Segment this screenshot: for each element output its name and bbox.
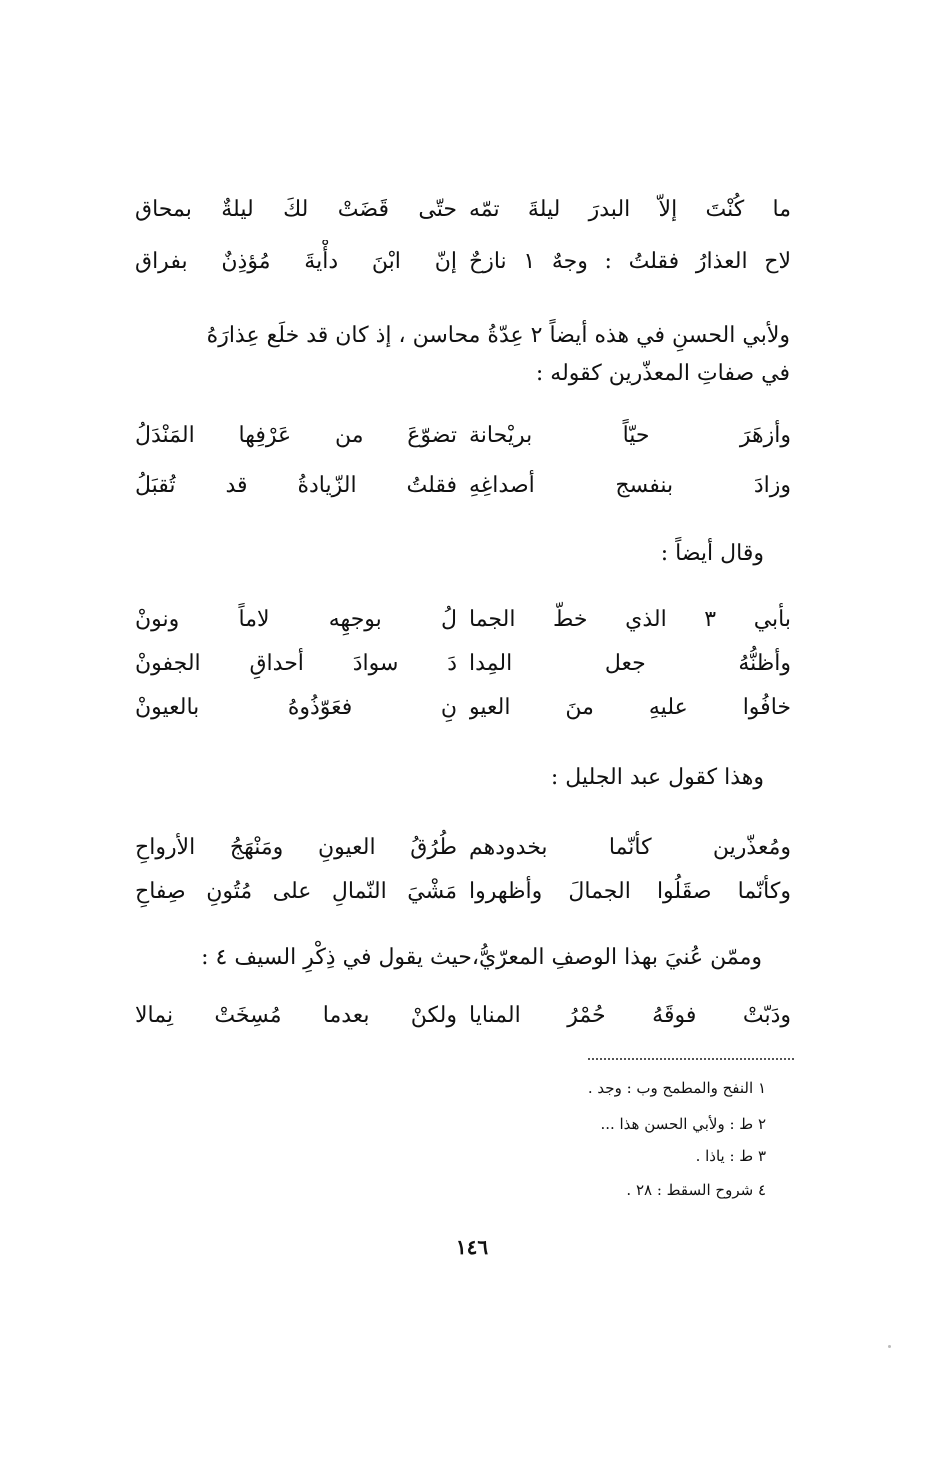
verse-second-hemistich: مَشْيَ النّمالِ على مُتُونِ صِفاحِ (135, 879, 457, 904)
prose-line: وهذا كقول عبد الجليل : (550, 765, 764, 790)
verse-first-hemistich: ودَبّتْ فوقَهُ حُمْرُ المنايا (469, 1003, 791, 1028)
verse-first-hemistich: وكأنّما صقَلُوا الجمالَ وأظهروا (469, 879, 791, 904)
verse-line (135, 414, 791, 458)
verse-first-hemistich: وزادَ بنفسج أصداغِهِ (469, 473, 791, 498)
prose-line: وممّن عُنيَ بهذا الوصفِ المعرّيُّ،حيث يقول في ذِكْرِ السيف ٤ : (201, 945, 762, 970)
verse-first-hemistich: خافُوا عليهِ منَ العيو (469, 695, 791, 720)
verse-line (135, 188, 791, 232)
verse-line (135, 598, 791, 642)
verse-line (135, 642, 791, 686)
verse-second-hemistich: ولكنْ بعدما مُسِخَتْ نِمالا (135, 1003, 457, 1028)
scan-speck (888, 1345, 891, 1348)
verse-first-hemistich: وأظنُّهُ جعل المِدا (469, 651, 791, 676)
verse-first-hemistich: بأبي ٣ الذي خطّ الجما (469, 607, 791, 632)
footnote: ٢ ط : ولأبي الحسن هذا ... (600, 1115, 766, 1133)
verse-second-hemistich: فقلتُ الزّيادةُ قد تُقبَلُ (135, 473, 457, 498)
verse-line (135, 464, 791, 508)
verse-first-hemistich: لاح العذارُ فقلتُ : وجهٌ ١ نازحٌ (469, 249, 791, 274)
verse-first-hemistich: ما كُنْتَ إلاّ البدرَ ليلةَ تمّه (469, 197, 791, 222)
footnote: ٣ ط : ياذا . (695, 1147, 766, 1165)
verse-second-hemistich: طُرُقُ العيونِ ومَنْهَجُ الأرواحِ (135, 835, 457, 860)
verse-line (135, 686, 791, 730)
verse-line (135, 240, 791, 284)
verse-second-hemistich: حتّى قَضَتْ لكَ ليلةٌ بمحاق (135, 197, 457, 222)
footnote: ١ النفح والمطمح وب : وجد . (587, 1079, 766, 1097)
verse-second-hemistich: دَ سوادَ أحداقِ الجفونْ (135, 651, 457, 676)
verse-line (135, 870, 791, 914)
verse-second-hemistich: تضوّعَ من عَرْفِها المَنْدَلُ (135, 423, 457, 448)
prose-line: وقال أيضاً : (660, 541, 764, 566)
footnote: ٤ شروح السقط : ٢٨ . (626, 1181, 766, 1199)
prose-line: في صفاتِ المعذّرين كقوله : (535, 361, 790, 386)
footnote-divider (588, 1058, 794, 1060)
prose-line: ولأبي الحسنِ في هذه أيضاً ٢ عِدّةُ محاسن ، إذ كان قد خلَع عِذارَهُ (206, 323, 790, 348)
verse-first-hemistich: وأزهَرَ حيّاً بريْحانة (469, 423, 791, 448)
verse-line (135, 826, 791, 870)
verse-second-hemistich: إنّ ابْنَ دأْيةَ مُؤذِنٌ بفراق (135, 249, 457, 274)
verse-line (135, 994, 791, 1038)
verse-second-hemistich: نِ فعَوّذُوهُ بالعيونْ (135, 695, 457, 720)
verse-second-hemistich: لُ بوجهِه لاماً ونونْ (135, 607, 457, 632)
verse-first-hemistich: ومُعذّرين كأنّما بخدودهم (469, 835, 791, 860)
page-number: ١٤٦ (455, 1235, 489, 1259)
